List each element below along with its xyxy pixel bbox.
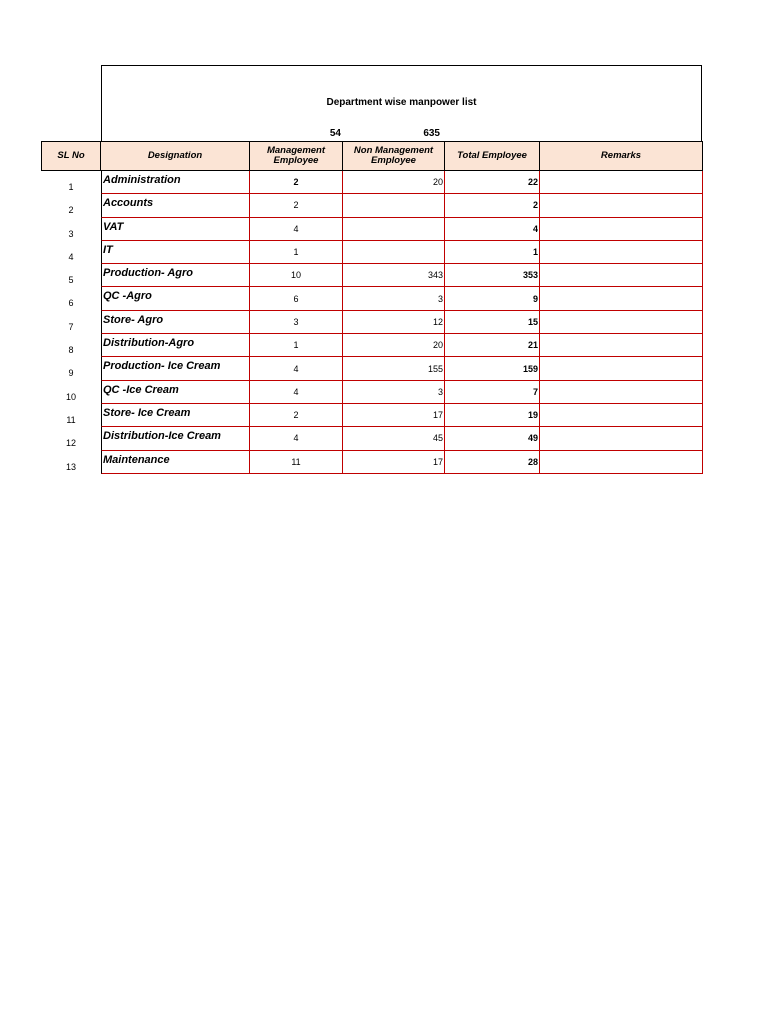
- row-remarks: [540, 334, 703, 357]
- row-total: 15: [445, 311, 540, 334]
- table-row: [41, 218, 703, 241]
- row-management: 10: [250, 264, 343, 287]
- row-remarks: [540, 287, 703, 310]
- row-total: 49: [445, 427, 540, 450]
- row-sl-no: 12: [65, 438, 76, 449]
- row-remarks: [540, 311, 703, 334]
- row-non-management: 155: [343, 357, 445, 380]
- row-total: 21: [445, 334, 540, 357]
- row-management: 1: [250, 334, 343, 357]
- row-remarks: [540, 264, 703, 287]
- header-remarks: Remarks: [540, 141, 703, 171]
- table-row: [41, 311, 703, 334]
- management-total: 54: [329, 128, 341, 139]
- row-non-management: 20: [343, 334, 445, 357]
- table-row: [41, 264, 703, 287]
- row-total: 353: [445, 264, 540, 287]
- row-total: 9: [445, 287, 540, 310]
- row-remarks: [540, 404, 703, 427]
- table-row: [41, 357, 703, 380]
- row-management: 1: [250, 241, 343, 264]
- header-designation: Designation: [101, 141, 250, 171]
- row-designation: Production- Agro: [101, 264, 250, 287]
- table-row: [41, 241, 703, 264]
- row-remarks: [540, 171, 703, 194]
- row-management: 2: [250, 404, 343, 427]
- row-sl-no: 6: [68, 298, 74, 309]
- row-management: 2: [250, 194, 343, 217]
- row-designation: Accounts: [101, 194, 250, 217]
- row-sl-no: 2: [68, 205, 74, 216]
- row-management: 4: [250, 218, 343, 241]
- row-sl-no: 7: [68, 321, 74, 332]
- row-total: 22: [445, 171, 540, 194]
- row-sl-no: 8: [68, 345, 74, 356]
- row-remarks: [540, 427, 703, 450]
- row-remarks: [540, 241, 703, 264]
- row-non-management: 17: [343, 404, 445, 427]
- header-sl-no: SL No: [41, 141, 101, 171]
- row-non-management: 3: [343, 381, 445, 404]
- row-designation: QC -Ice Cream: [101, 381, 250, 404]
- row-management: 4: [250, 381, 343, 404]
- row-non-management: 12: [343, 311, 445, 334]
- row-sl-no: 11: [66, 414, 76, 425]
- table-body: [41, 171, 703, 474]
- row-total: 2: [445, 194, 540, 217]
- row-designation: Distribution-Agro: [101, 334, 250, 357]
- row-non-management: [343, 218, 445, 241]
- row-management: 3: [250, 311, 343, 334]
- non-management-total: 635: [423, 128, 440, 139]
- row-designation: Production- Ice Cream: [101, 357, 250, 380]
- row-designation: VAT: [101, 218, 250, 241]
- row-remarks: [540, 218, 703, 241]
- row-remarks: [540, 194, 703, 217]
- row-remarks: [540, 381, 703, 404]
- page-title: Department wise manpower list: [326, 97, 477, 108]
- title-box: [101, 65, 702, 141]
- row-total: 4: [445, 218, 540, 241]
- table-row: [41, 194, 703, 217]
- row-remarks: [540, 357, 703, 380]
- table-header: [41, 141, 703, 171]
- row-non-management: [343, 194, 445, 217]
- row-non-management: 3: [343, 287, 445, 310]
- row-designation: Administration: [101, 171, 250, 194]
- row-non-management: 20: [343, 171, 445, 194]
- row-non-management: 17: [343, 451, 445, 474]
- row-total: 28: [445, 451, 540, 474]
- row-sl-no: 10: [65, 391, 76, 402]
- row-remarks: [540, 451, 703, 474]
- row-designation: QC -Agro: [101, 287, 250, 310]
- row-non-management: 343: [343, 264, 445, 287]
- header-total: Total Employee: [445, 141, 540, 171]
- row-management: 4: [250, 427, 343, 450]
- table-row: [41, 381, 703, 404]
- table-row: [41, 334, 703, 357]
- table-row: [41, 171, 703, 194]
- header-non-management: Non Management Employee: [343, 141, 445, 171]
- row-designation: Store- Agro: [101, 311, 250, 334]
- row-designation: Distribution-Ice Cream: [101, 427, 250, 450]
- row-designation: Maintenance: [101, 451, 250, 474]
- row-total: 1: [445, 241, 540, 264]
- row-designation: Store- Ice Cream: [101, 404, 250, 427]
- table-row: [41, 287, 703, 310]
- header-management: Management Employee: [250, 141, 343, 171]
- row-total: 19: [445, 404, 540, 427]
- row-total: 159: [445, 357, 540, 380]
- row-sl-no: 4: [68, 251, 74, 262]
- row-sl-no: 3: [68, 228, 74, 239]
- row-sl-no: 5: [68, 275, 74, 286]
- row-non-management: 45: [343, 427, 445, 450]
- row-management: 6: [250, 287, 343, 310]
- table-row: [41, 451, 703, 474]
- table-row: [41, 427, 703, 450]
- row-sl-no: 9: [68, 368, 74, 379]
- row-non-management: [343, 241, 445, 264]
- row-management: 2: [250, 171, 343, 194]
- row-management: 11: [250, 451, 343, 474]
- row-designation: IT: [101, 241, 250, 264]
- table-row: [41, 404, 703, 427]
- row-management: 4: [250, 357, 343, 380]
- row-sl-no: 13: [65, 461, 76, 472]
- row-sl-no: 1: [68, 182, 74, 192]
- row-total: 7: [445, 381, 540, 404]
